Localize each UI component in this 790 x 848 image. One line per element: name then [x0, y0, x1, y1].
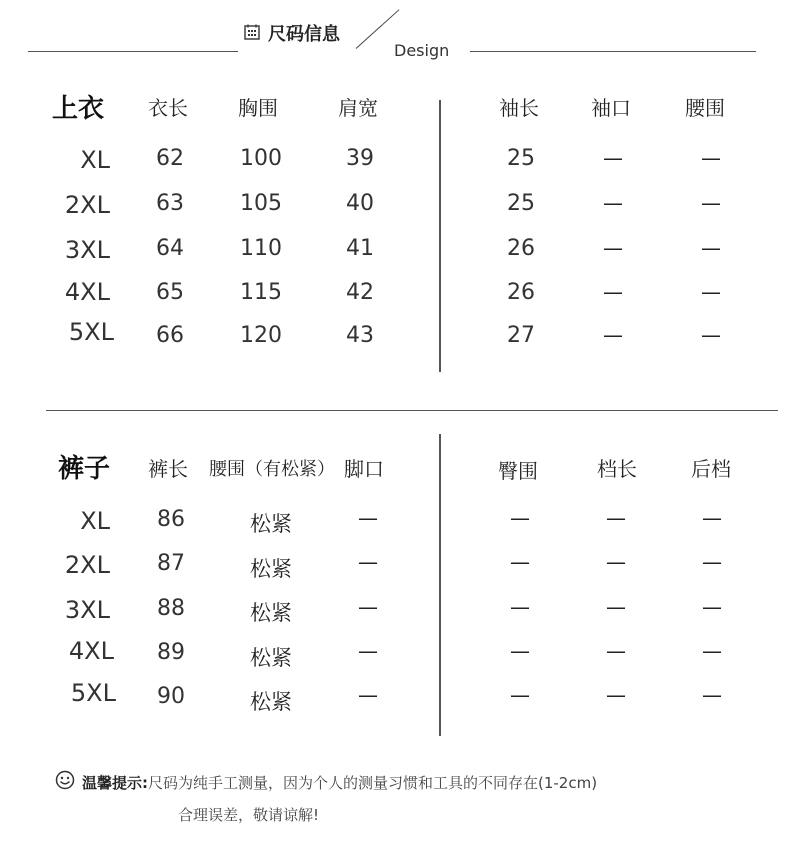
table-cell: 43: [346, 323, 374, 348]
table-cell: 64: [156, 236, 184, 261]
table-cell: —: [606, 506, 626, 530]
table-cell: —: [701, 323, 721, 347]
table-cell: —: [358, 550, 378, 574]
table-cell: —: [702, 683, 722, 707]
category-label-top: 上衣: [52, 94, 105, 124]
section-separator: [46, 410, 778, 411]
table-cell: —: [701, 280, 721, 304]
table-cell: —: [510, 595, 530, 619]
table-cell: —: [701, 236, 721, 260]
header-cell: 衣长: [148, 96, 188, 120]
header-cell: 臀围: [498, 459, 538, 483]
header-cell: 胸围: [238, 96, 278, 120]
table-cell: —: [358, 683, 378, 707]
column-divider-bottom: [439, 434, 441, 736]
table-cell: 27: [507, 323, 535, 348]
tip-line-2: 合理误差，敬请谅解!: [178, 806, 320, 824]
table-cell: 25: [507, 146, 535, 171]
calendar-grid-icon: [244, 24, 260, 40]
header-cell: 腰围（有松紧）: [209, 459, 335, 480]
category-label-bottom: 裤子: [58, 454, 111, 484]
size-label: XL: [80, 507, 110, 535]
header-slash: [356, 9, 400, 49]
header-cell: 脚口: [344, 457, 384, 481]
table-cell: 115: [240, 280, 282, 305]
table-cell: —: [606, 683, 626, 707]
header-cell: 肩宽: [338, 96, 378, 120]
table-cell: —: [358, 506, 378, 530]
table-cell: —: [603, 236, 623, 260]
table-cell: —: [510, 683, 530, 707]
table-cell: 41: [346, 236, 374, 261]
table-cell: —: [510, 550, 530, 574]
table-cell: —: [603, 280, 623, 304]
header-cell: 后档: [691, 457, 731, 481]
table-cell: 25: [507, 191, 535, 216]
table-cell: 松紧: [250, 557, 292, 581]
tip-label: 温馨提示:: [82, 774, 148, 792]
table-cell: 89: [157, 640, 185, 665]
table-cell: 松紧: [250, 512, 292, 536]
size-label: XL: [80, 146, 110, 174]
tip-line-1: [82, 772, 597, 793]
table-cell: —: [510, 639, 530, 663]
table-cell: —: [603, 191, 623, 215]
table-cell: 87: [157, 551, 185, 576]
table-cell: 62: [156, 146, 184, 171]
table-cell: —: [702, 595, 722, 619]
size-label: 4XL: [68, 637, 114, 665]
table-cell: 90: [157, 684, 185, 709]
table-cell: 105: [240, 191, 282, 216]
table-cell: 66: [156, 323, 184, 348]
size-label: 5XL: [68, 318, 114, 346]
table-cell: —: [606, 550, 626, 574]
table-cell: —: [606, 639, 626, 663]
table-cell: 120: [240, 323, 282, 348]
table-cell: —: [702, 506, 722, 530]
table-cell: 86: [157, 507, 185, 532]
column-divider-top: [439, 100, 441, 372]
tip-text-1: 尺码为纯手工测量，因为个人的测量习惯和工具的不同存在(1-2cm): [148, 774, 598, 792]
table-cell: —: [603, 323, 623, 347]
table-cell: —: [702, 550, 722, 574]
table-cell: —: [701, 146, 721, 170]
table-cell: 88: [157, 596, 185, 621]
header-cell: 袖长: [499, 96, 539, 120]
table-cell: —: [358, 639, 378, 663]
header-rule-left: [28, 51, 238, 52]
size-label: 2XL: [64, 551, 110, 579]
size-label: 3XL: [64, 236, 110, 264]
table-cell: 松紧: [250, 690, 292, 714]
size-label: 2XL: [64, 191, 110, 219]
table-cell: 65: [156, 280, 184, 305]
table-cell: —: [702, 639, 722, 663]
table-cell: —: [603, 146, 623, 170]
design-label: Design: [394, 41, 450, 60]
size-label: 5XL: [70, 679, 116, 707]
table-cell: 42: [346, 280, 374, 305]
table-cell: 63: [156, 191, 184, 216]
table-cell: —: [358, 595, 378, 619]
page-title: 尺码信息: [268, 24, 340, 45]
table-cell: 松紧: [250, 646, 292, 670]
header-cell: 袖口: [591, 96, 631, 120]
table-cell: —: [510, 506, 530, 530]
table-cell: 40: [346, 191, 374, 216]
table-cell: 26: [507, 280, 535, 305]
table-cell: 26: [507, 236, 535, 261]
header-cell: 腰围: [685, 96, 725, 120]
size-label: 4XL: [64, 278, 110, 306]
size-label: 3XL: [64, 596, 110, 624]
table-cell: —: [701, 191, 721, 215]
table-cell: 100: [240, 146, 282, 171]
table-cell: 39: [346, 146, 374, 171]
table-cell: —: [606, 595, 626, 619]
header-cell: 裤长: [148, 457, 188, 481]
header-cell: 档长: [597, 457, 637, 481]
header-rule-right: [470, 51, 756, 52]
table-cell: 松紧: [250, 601, 292, 625]
table-cell: 110: [240, 236, 282, 261]
smiley-icon: [55, 770, 75, 790]
